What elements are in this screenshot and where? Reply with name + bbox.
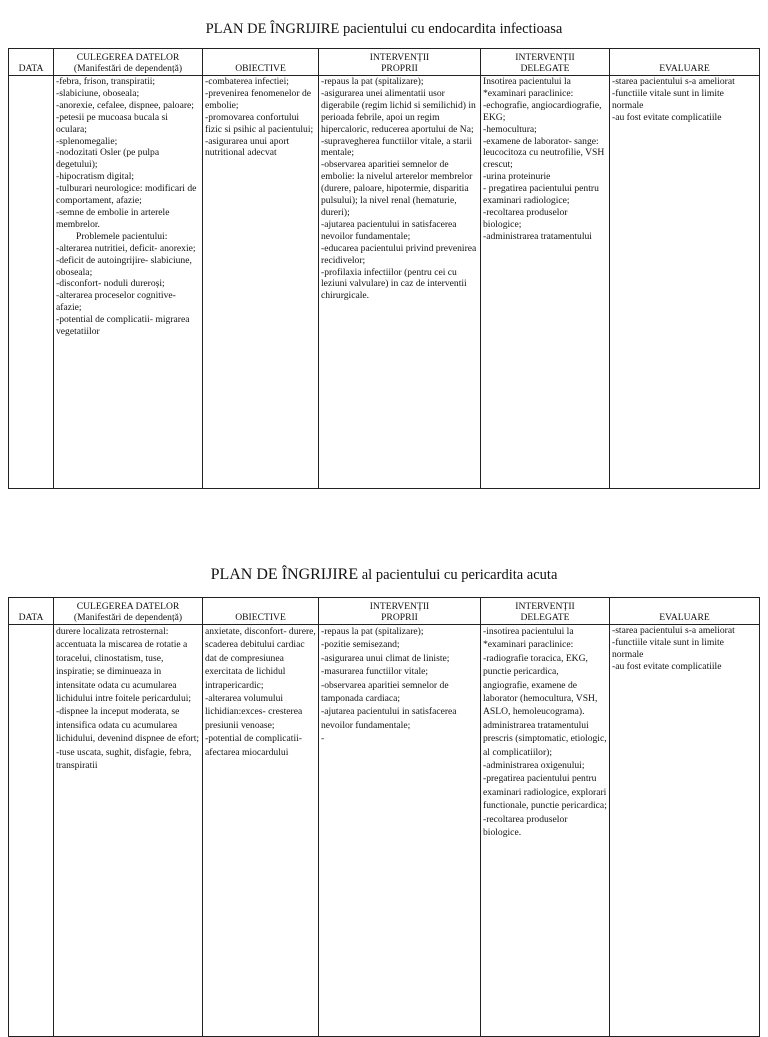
cell-culegerea [54, 76, 203, 489]
cell-delegate [481, 625, 610, 1037]
header-delegate: INTERVENȚII DELEGATE [481, 49, 610, 76]
list-item: -nodozitati Osler (pe pulpa degetului); [56, 147, 160, 171]
list-item: -insotirea pacientului la *examinari paraclinice: [483, 626, 574, 651]
list-item: -starea pacientului s-a ameliorat [612, 625, 735, 636]
list-item: -hemocultura; [483, 123, 537, 135]
list-item: -deficit de autoingrijire- slabiciune, oboseala; [56, 254, 192, 278]
list-item: -potential de complicatii- afectarea miocardului [205, 733, 302, 758]
list-item: -observarea aparitiei semnelor de embolie: la nivelul arterelor membrelor (durere, paloare, hipotermie, disparitia pulsului); la nivel renal (hematurie, dureri); [321, 159, 473, 218]
list-item: -masurarea functiilor vitale; [321, 666, 429, 678]
list-item: -semne de embolie in arterele membrelor. [56, 206, 170, 230]
cell-proprii [319, 76, 481, 489]
list-item: -asigurarea unei alimentatii usor digerabile (regim lichid si semilichid) in perioada febrile, apoi un regim hipercaloric, reducerea aportului de Na; [321, 87, 476, 135]
list-item: -supravegherea functiilor vitale, a starii mentale; [321, 135, 473, 159]
list-item: -tulburari neurologice: modificari de comportament, afazie; [56, 183, 197, 207]
list-item: -alterarea nutritiei, deficit- anorexie; [56, 242, 196, 254]
cell-culegerea [54, 625, 203, 1037]
list-item: - pregatirea pacientului pentru examinari radiologice; [483, 183, 599, 207]
cell-delegate [481, 76, 610, 489]
list-item: -recoltarea produselor biologice. [483, 813, 568, 839]
list-item: -dispnee la inceput moderata, se intensifica odata cu acumularea lichidului, devenind dispnee de efort; [56, 706, 200, 745]
cell-data [9, 76, 54, 489]
table-body-row [9, 625, 760, 1037]
header-obiective: OBIECTIVE [203, 598, 319, 625]
header-data: DATA [9, 598, 54, 625]
list-item: -educarea pacientului privind prevenirea recidivelor; [321, 242, 477, 266]
list-item: -promovarea confortului fizic si psihic al pacientului; [205, 111, 314, 135]
list-item: -repaus la pat (spitalizare); [321, 626, 424, 637]
list-item: -febra, frison, transpiratii; [56, 76, 156, 87]
plan-title [0, 20, 768, 38]
list-item: durere localizata retrosternal: accentuata la miscarea de rotatie a toracelui, clinostatism, tuse, inspiratie; se diminueaza in intensitate odata cu acumularea lichidului intre foitele pericardului; [56, 626, 192, 705]
header-data: DATA [9, 49, 54, 76]
list-item: -profilaxia infectiilor (pentru cei cu leziuni valvulare) in caz de interventii chirurgicale. [321, 266, 467, 302]
list-item: -tuse uscata, sughit, disfagie, febra, transpiratii [56, 746, 192, 772]
list-item: -asigurarea unui climat de liniste; [321, 652, 450, 664]
header-proprii: INTERVENȚII PROPRII [319, 598, 481, 625]
header-obiective: OBIECTIVE [203, 49, 319, 76]
cell-proprii [319, 625, 481, 1037]
list-item: -observarea aparitiei semnelor de tamponada cardiaca; [321, 679, 449, 705]
list-item: -petesii pe mucoasa bucala si oculara; [56, 111, 168, 135]
header-culegerea: CULEGEREA DATELOR (Manifestări de dependență) [54, 49, 203, 76]
list-item: -prevenirea fenomenelor de embolie; [205, 87, 312, 111]
list-item: -asigurarea unui aport nutritional adecvat [205, 135, 290, 159]
plan-title [0, 566, 768, 584]
care-plan-endocardita [0, 0, 768, 500]
list-item: -au fost evitate complicatiile [612, 111, 722, 123]
care-plan-pericardita [0, 560, 768, 1024]
list-item: Insotirea pacientului la *examinari paraclinice: [483, 76, 574, 99]
list-item: -splenomegalie; [56, 135, 118, 147]
cell-evaluare [610, 625, 760, 1037]
table-header-row [9, 598, 760, 625]
list-item: -anorexie, cefalee, dispnee, paloare; [56, 99, 194, 111]
list-item: -disconfort- noduli dureroși; [56, 278, 165, 290]
plan-title-rest: pacientului cu endocardita infectioasa [342, 21, 563, 37]
list-item: -examene de laborator- sange: leucocitoza cu neutrofilie, VSH crescut; [483, 135, 605, 171]
list-item: -alterarea volumului lichidian:exces- cresterea presiunii venoase; [205, 693, 303, 731]
list-item: -urina proteinurie [483, 171, 551, 183]
header-delegate: INTERVENȚII DELEGATE [481, 598, 610, 625]
cell-evaluare [610, 76, 760, 489]
list-item: -ajutarea pacientului in satisfacerea nevoilor fundamentale; [321, 218, 457, 242]
list-item: -slabiciune, oboseala; [56, 87, 140, 99]
list-item: -administrarea tratamentului [483, 230, 592, 242]
list-item: -radiografie toracica, EKG, punctie pericardica, angiografie, examene de laborator (hemocultura, VSH, ASLO, hemoleucograma). administrarea tratamentului prescris (simptomatic, etiologic, al complicatiilor); [483, 652, 607, 758]
list-item: anxietate, disconfort- durere, scaderea debitului cardiac dat de compresiunea exercitata de lichidul intrapericardic; [205, 626, 316, 691]
problemele-title: Problemele pacientului: [76, 230, 168, 242]
header-proprii: INTERVENȚII PROPRII [319, 49, 481, 76]
list-item: -recoltarea produselor biologice; [483, 206, 568, 230]
list-item: -potential de complicatii- migrarea vegetatiilor [56, 314, 190, 338]
table-header-row [9, 49, 760, 76]
plan-title-strong: PLAN DE ÎNGRIJIRE [210, 566, 359, 583]
list-item: -pozitie semisezand; [321, 639, 400, 651]
care-plan-table [8, 48, 760, 489]
plan-title-strong: PLAN DE ÎNGRIJIRE [205, 21, 340, 37]
list-item: -functiile vitale sunt in limite normale [612, 87, 724, 111]
list-item: -starea pacientului s-a ameliorat [612, 76, 735, 87]
list-item: - [321, 733, 325, 745]
header-evaluare: EVALUARE [610, 49, 760, 76]
cell-obiective [203, 76, 319, 489]
table-body-row [9, 76, 760, 489]
list-item: -pregatirea pacientului pentru examinari radiologice, explorari functionale, punctie pericardica; [483, 773, 607, 812]
list-item: -echografie, angiocardiografie, EKG; [483, 99, 602, 123]
header-evaluare: EVALUARE [610, 598, 760, 625]
list-item: -alterarea proceselor cognitive- afazie; [56, 290, 176, 314]
cell-obiective [203, 625, 319, 1037]
list-item: -repaus la pat (spitalizare); [321, 76, 424, 87]
cell-data [9, 625, 54, 1037]
list-item: -au fost evitate complicatiile [612, 660, 722, 672]
list-item: -ajutarea pacientului in satisfacerea nevoilor fundamentale; [321, 706, 457, 731]
list-item: -combaterea infectiei; [205, 76, 289, 87]
header-culegerea: CULEGEREA DATELOR (Manifestări de dependență) [54, 598, 203, 625]
plan-title-rest: al pacientului cu pericardita acuta [361, 567, 558, 583]
list-item: -hipocratism digital; [56, 171, 135, 183]
care-plan-table [8, 597, 760, 1037]
list-item: -administrarea oxigenului; [483, 760, 585, 772]
list-item: -functiile vitale sunt in limite normale [612, 636, 724, 660]
